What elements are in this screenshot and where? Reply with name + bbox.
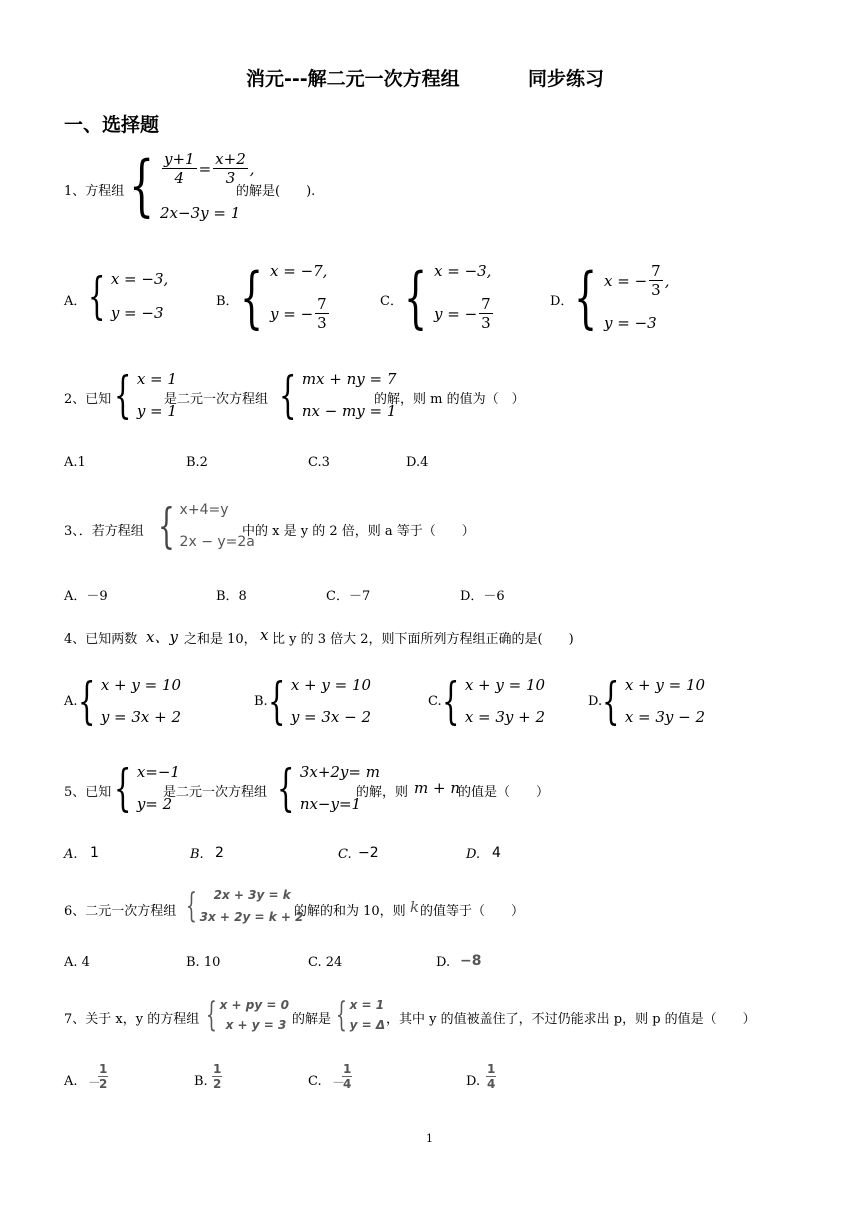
q4-d-line1: x + y = 10: [624, 676, 706, 694]
q7-equation-system: [206, 995, 289, 1035]
q1-d-line2: y = −3: [604, 314, 657, 332]
q1-c-den: 3: [481, 314, 491, 332]
brace-icon: {: [240, 258, 264, 336]
q1-eq1-tail: ,: [249, 159, 255, 178]
q2-suffix: 的解，则 m 的值为（ ）: [374, 392, 525, 407]
q4-xy: x、y: [146, 628, 178, 646]
q4-suffix: 比 y 的 3 倍大 2，则下面所列方程组正确的是( ): [272, 632, 574, 647]
q4-d-line2: x = 3y − 2: [624, 708, 706, 726]
page-subtitle: 同步练习: [528, 68, 605, 90]
q5-s1-line1: x=−1: [136, 763, 180, 781]
q7-option-d-label: D.: [466, 1074, 481, 1089]
q7-option-b-label: B.: [194, 1074, 208, 1089]
page-number: 1: [426, 1132, 433, 1145]
q5-option-b-value: 2: [215, 845, 224, 861]
q3-option-a: A．－9: [64, 589, 108, 604]
q6-option-b: B. 10: [186, 955, 221, 970]
brace-icon: {: [88, 267, 106, 325]
q2-option-b: B.2: [186, 455, 208, 470]
q5-tail2: 的值是（ ）: [458, 785, 550, 800]
q6-option-d-value: −8: [460, 953, 482, 969]
brace-icon: {: [206, 995, 217, 1035]
q1-option-c-label: C．: [380, 294, 403, 309]
q6-line1: 2x + 3y = k: [213, 888, 291, 902]
brace-icon: {: [336, 995, 347, 1035]
q5-option-a-value: 1: [90, 845, 99, 861]
q4-c-line1: x + y = 10: [464, 676, 546, 694]
q2-s2-line1: mx + ny = 7: [301, 370, 397, 388]
q7-option-a-label: A.: [64, 1074, 78, 1089]
q6-k: k: [410, 898, 420, 916]
q4-option-c-label: C.: [428, 694, 442, 709]
q6-line2: 3x + 2y = k + 2: [199, 910, 304, 924]
q1-frac2-num: x+2: [215, 150, 246, 168]
q7-prefix: 7、关于 x，y 的方程组: [64, 1012, 200, 1027]
q6-system: [186, 888, 303, 924]
q7-option-a-fraction: [98, 1062, 108, 1091]
q1-d-tail: ,: [664, 271, 670, 290]
brace-icon: {: [279, 366, 297, 424]
q1-a-line1: x = −3,: [110, 270, 169, 288]
q1-option-d: [574, 258, 670, 336]
q7-option-d-fraction: [486, 1062, 496, 1091]
q3-option-c: C．－7: [326, 589, 371, 604]
q4-prefix: 4、已知两数: [64, 632, 138, 647]
q1-option-a: [88, 267, 169, 325]
q1-b-line1: x = −7,: [270, 262, 328, 280]
q1-d-line1: x = −: [604, 271, 648, 290]
q5-s2-line1: 3x+2y= m: [299, 763, 380, 781]
q7-s2-line1: x = 1: [349, 998, 385, 1012]
q7-s1-line1: x + py = 0: [219, 998, 289, 1012]
q7-b-num: 1: [213, 1062, 222, 1076]
q6-prefix: 6、二元一次方程组: [64, 904, 177, 919]
q6-option-a: A. 4: [64, 955, 90, 970]
q5-option-c-label: C.: [338, 847, 352, 862]
q7-s1-line2: x + y = 3: [225, 1018, 287, 1032]
brace-icon: {: [277, 759, 295, 817]
q1-c-line2: y = −: [434, 304, 478, 323]
q1-option-d-label: D．: [550, 294, 574, 309]
q4-option-c: [442, 672, 546, 730]
q3-line2: 2x − y=2a: [179, 534, 255, 550]
q7-option-c-label: C.: [308, 1074, 322, 1089]
q6-suffix: 的值等于（ ）: [420, 904, 525, 919]
q4-option-b-label: B.: [254, 694, 268, 709]
brace-icon: {: [158, 498, 175, 554]
q7-option-c-sign: －: [332, 1076, 346, 1091]
q7-b-den: 2: [213, 1077, 222, 1091]
q2-option-a: A.1: [64, 455, 86, 470]
brace-icon: {: [268, 672, 286, 730]
q7-mid: 的解是: [292, 1012, 332, 1027]
q1-frac2-den: 3: [225, 169, 236, 187]
q1-option-b-label: B．: [216, 294, 239, 309]
brace-icon: {: [442, 672, 460, 730]
q2-option-d: D.4: [406, 455, 429, 470]
brace-icon: {: [114, 759, 132, 817]
q1-prefix: 1、方程组: [64, 184, 125, 199]
q7-d-den: 4: [487, 1077, 496, 1091]
q4-c-line2: x = 3y + 2: [464, 708, 546, 726]
q1-option-a-label: A．: [64, 294, 87, 309]
q3-line1: x+4=y: [179, 502, 229, 518]
q1-b-num: 7: [317, 295, 327, 313]
q3-system: [158, 498, 255, 554]
q1-frac1-num: y+1: [164, 150, 195, 168]
q1-c-line1: x = −3,: [434, 262, 492, 280]
q1-option-c: [404, 258, 495, 336]
q5-option-d-label: D.: [466, 847, 481, 862]
brace-icon: {: [129, 147, 155, 224]
q1-option-b: [240, 258, 331, 336]
q4-option-a: [78, 672, 182, 730]
q7-c-den: 4: [343, 1077, 352, 1091]
brace-icon: {: [602, 672, 620, 730]
q7-suffix: ，其中 y 的值被盖住了，不过仍能求出 p，则 p 的值是（ ）: [386, 1012, 756, 1027]
q1-c-num: 7: [481, 295, 491, 313]
q3-prefix: 3、．若方程组: [64, 524, 144, 539]
q1-b-line2: y = −: [270, 304, 314, 323]
page-title: 消元---解二元一次方程组: [246, 68, 460, 90]
q2-mid: 是二元一次方程组: [164, 392, 269, 407]
q5-option-b-label: B.: [190, 847, 204, 862]
q6-option-c: C. 24: [308, 955, 343, 970]
brace-icon: {: [186, 886, 197, 926]
brace-icon: {: [114, 366, 132, 424]
q4-option-d: [602, 672, 706, 730]
brace-icon: {: [78, 672, 96, 730]
q1-suffix: 的解是( ).: [236, 184, 316, 199]
q4-a-line2: y = 3x + 2: [100, 708, 182, 726]
q7-d-num: 1: [487, 1062, 496, 1076]
q5-option-d-value: 4: [492, 845, 501, 861]
q3-suffix: 中的 x 是 y 的 2 倍，则 a 等于（ ）: [242, 524, 475, 539]
q6-option-d-label: D.: [436, 955, 451, 970]
q2-option-c: C.3: [308, 455, 330, 470]
q2-s1-line2: y = 1: [136, 402, 177, 420]
q4-option-d-label: D.: [588, 694, 603, 709]
q1-frac1-den: 4: [174, 169, 185, 187]
q7-a-num: 1: [99, 1062, 108, 1076]
q4-b-line1: x + y = 10: [290, 676, 372, 694]
q2-s2-line2: nx − my = 1: [301, 402, 397, 420]
q2-s1-line1: x = 1: [136, 370, 177, 388]
q5-option-a-label: A.: [64, 847, 78, 862]
q5-mid: 是二元一次方程组: [163, 785, 268, 800]
q4-option-a-label: A.: [64, 694, 78, 709]
q7-c-num: 1: [343, 1062, 352, 1076]
q7-option-a-sign: －: [88, 1076, 102, 1091]
q7-s2-line2: y = Δ: [349, 1018, 386, 1032]
q1-d-den: 3: [651, 281, 661, 299]
q3-option-b: B．8: [216, 589, 247, 604]
q3-option-d: D．－6: [460, 589, 505, 604]
q5-s1-line2: y= 2: [136, 795, 173, 813]
q4-option-b: [268, 672, 372, 730]
q1-a-line2: y = −3: [110, 304, 164, 322]
q7-option-b-fraction: [212, 1062, 222, 1091]
q4-b-line2: y = 3x − 2: [290, 708, 372, 726]
q7-a-den: 2: [99, 1077, 108, 1091]
q1-b-den: 3: [317, 314, 327, 332]
q5-prefix: 5、已知: [64, 785, 112, 800]
q1-eq2: 2x−3y = 1: [160, 204, 241, 222]
brace-icon: {: [574, 258, 598, 336]
q4-a-line1: x + y = 10: [100, 676, 182, 694]
section-heading: 一、选择题: [64, 114, 160, 136]
q5-s2-line2: nx−y=1: [299, 795, 362, 813]
q7-solution-system: [336, 995, 386, 1035]
q4-mid: 之和是 10，: [184, 632, 257, 647]
q6-mid: 的解的和为 10，则: [294, 904, 406, 919]
q1-d-num: 7: [651, 262, 661, 280]
q1-eq-sign: =: [198, 159, 212, 178]
brace-icon: {: [404, 258, 428, 336]
q2-prefix: 2、已知: [64, 392, 112, 407]
q7-option-c-fraction: [342, 1062, 352, 1091]
q5-expr: m + n: [414, 779, 460, 797]
q4-x: x: [260, 626, 269, 644]
q5-tail1: 的解，则: [356, 785, 409, 800]
q5-option-c-value: −2: [358, 845, 379, 861]
